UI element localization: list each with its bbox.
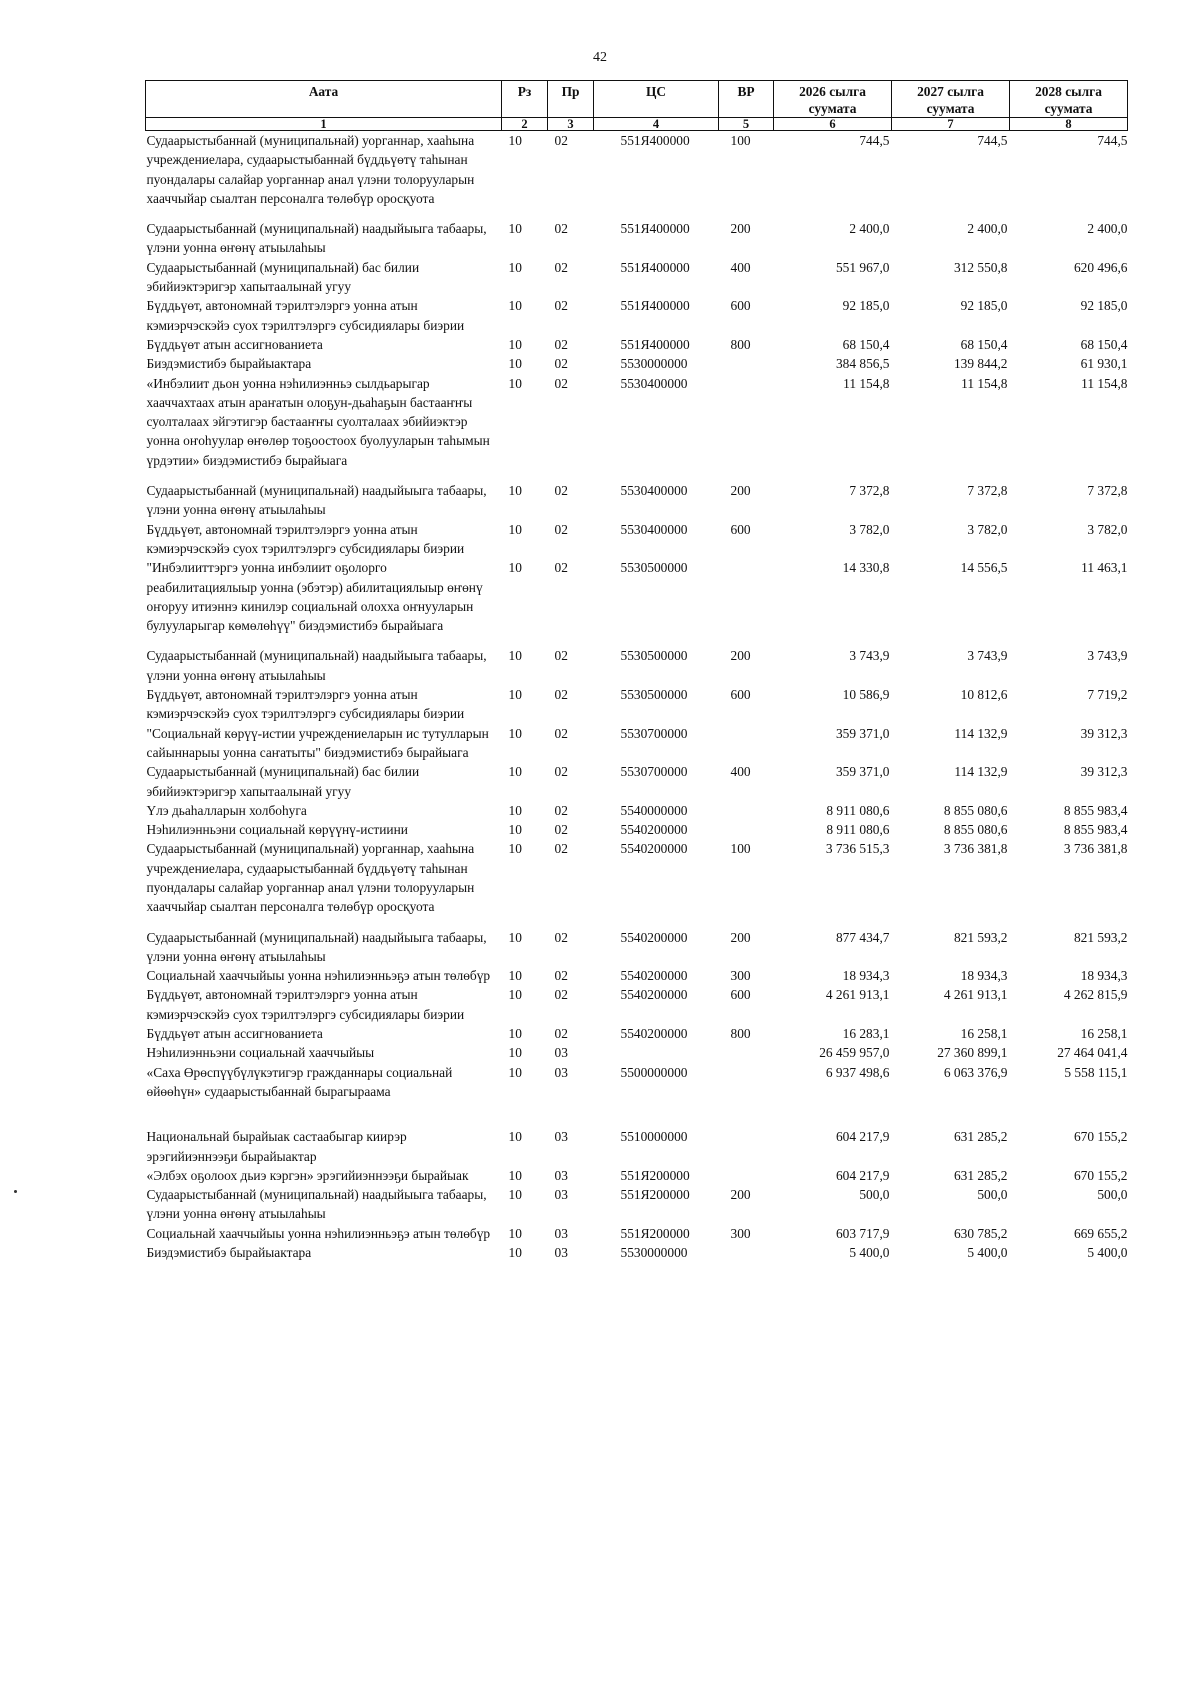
header-row <box>146 81 1128 118</box>
row-2026: 551 967,0 <box>835 259 890 275</box>
row-cs: 551Я400000 <box>620 133 690 148</box>
table-row <box>146 646 1128 685</box>
row-vr: 600 <box>730 987 751 1003</box>
table-row <box>146 928 1128 967</box>
row-2027: 8 855 080,6 <box>943 802 1008 818</box>
row-cs: 5530500000 <box>620 560 688 576</box>
row-2027: 16 258,1 <box>960 1026 1008 1042</box>
row-pr: 02 <box>554 375 568 391</box>
row-cs: 551Я400000 <box>620 221 690 237</box>
row-2028: 4 262 815,9 <box>1063 987 1128 1003</box>
row-2028: 5 400,0 <box>1087 1245 1128 1261</box>
table-row <box>146 219 1128 258</box>
row-2028: 16 258,1 <box>1080 1026 1128 1042</box>
row-2027: 3 736 381,8 <box>943 841 1008 857</box>
row-2026: 359 371,0 <box>835 764 890 780</box>
row-pr: 02 <box>554 802 568 818</box>
row-2028: 670 155,2 <box>1073 1167 1128 1183</box>
row-2028: 500,0 <box>1097 1187 1128 1203</box>
row-2028: 5 558 115,1 <box>1064 1064 1128 1080</box>
row-2027: 7 372,8 <box>967 483 1008 499</box>
row-cs: 5530500000 <box>620 648 688 664</box>
row-vr <box>719 1127 774 1166</box>
row-pr: 02 <box>554 648 568 664</box>
header-cs: ЦС <box>594 81 719 118</box>
row-name: Судаарыстыбаннай (муниципальнай) наадыйыыга табаары, үлэни уонна өҥөнү атыылаһыы <box>146 483 487 518</box>
table-row <box>146 685 1128 724</box>
row-rz: 10 <box>508 483 522 499</box>
row-vr: 400 <box>730 259 751 275</box>
row-name: Нэһилиэнньэни социальнай көрүүнү-истиини <box>146 822 408 838</box>
row-2026: 8 911 080,6 <box>826 802 890 818</box>
row-rz: 10 <box>508 764 522 780</box>
row-rz: 10 <box>508 841 522 857</box>
row-2026: 2 400,0 <box>849 221 890 237</box>
row-2026: 604 217,9 <box>835 1167 890 1183</box>
row-name: Биэдэмистибэ бырайыактара <box>146 356 312 372</box>
row-vr: 600 <box>730 521 751 537</box>
header-name: Аата <box>146 81 502 118</box>
row-vr <box>719 354 774 373</box>
row-name: Бүддьүөт, автономнай тэрилтэлэргэ уонна атын кэмиэрчэскэйэ суох тэрилтэлэргэ субсидиялары биэрии <box>146 687 465 722</box>
row-2026: 10 586,9 <box>842 687 890 703</box>
row-cs: 5530000000 <box>620 356 688 372</box>
table-row <box>146 1063 1128 1128</box>
table-row <box>146 724 1128 763</box>
table-row <box>146 1166 1128 1185</box>
row-2026: 7 372,8 <box>849 483 890 499</box>
row-2026: 359 371,0 <box>835 725 890 741</box>
row-name: Бүддьүөт атын ассигнованиета <box>146 336 323 352</box>
row-2026: 3 736 515,3 <box>825 841 890 857</box>
row-pr: 02 <box>554 841 568 857</box>
row-2027: 2 400,0 <box>967 221 1008 237</box>
row-pr: 02 <box>554 356 568 372</box>
row-2026: 5 400,0 <box>849 1245 890 1261</box>
table-row <box>146 966 1128 985</box>
table-row <box>146 1243 1128 1262</box>
row-pr: 03 <box>554 1045 568 1061</box>
table-row <box>146 1185 1128 1224</box>
row-rz: 10 <box>508 1064 522 1080</box>
table-row <box>146 520 1128 559</box>
row-rz: 10 <box>508 521 522 537</box>
row-vr: 600 <box>730 687 751 703</box>
table-row <box>146 1043 1128 1062</box>
header-number: 1 <box>146 118 502 131</box>
row-vr: 200 <box>730 483 751 499</box>
row-rz: 10 <box>508 133 522 148</box>
row-2028: 7 719,2 <box>1087 687 1128 703</box>
row-name: Биэдэмистибэ бырайыактара <box>146 1245 312 1261</box>
row-vr: 100 <box>730 841 751 857</box>
row-pr: 03 <box>554 1064 568 1080</box>
row-cs: 551Я400000 <box>620 336 690 352</box>
table-row <box>146 258 1128 297</box>
row-2028: 27 464 041,4 <box>1057 1045 1128 1061</box>
row-rz: 10 <box>508 375 522 391</box>
row-vr <box>719 1063 774 1128</box>
row-cs: 5500000000 <box>620 1064 688 1080</box>
row-2026: 3 782,0 <box>849 521 890 537</box>
row-2027: 92 185,0 <box>960 298 1008 314</box>
header-rz: Рз <box>502 81 548 118</box>
header-2027: 2027 сылга суумата <box>892 81 1010 118</box>
row-vr <box>719 558 774 646</box>
row-rz: 10 <box>508 259 522 275</box>
row-pr: 03 <box>554 1245 568 1261</box>
row-2026: 18 934,3 <box>842 968 890 984</box>
row-rz: 10 <box>508 725 522 741</box>
row-2027: 744,5 <box>977 133 1008 148</box>
row-2028: 11 154,8 <box>1081 375 1128 391</box>
row-cs: 5510000000 <box>620 1129 688 1145</box>
row-cs: 551Я200000 <box>620 1167 690 1183</box>
row-rz: 10 <box>508 560 522 576</box>
row-cs: 5530000000 <box>620 1245 688 1261</box>
row-vr <box>719 820 774 839</box>
row-2026: 11 154,8 <box>843 375 890 391</box>
row-2027: 6 063 376,9 <box>943 1064 1008 1080</box>
table-row <box>146 354 1128 373</box>
row-2026: 3 743,9 <box>849 648 890 664</box>
row-cs: 551Я200000 <box>620 1225 690 1241</box>
row-name: Судаарыстыбаннай (муниципальнай) наадыйыыга табаары, үлэни уонна өҥөнү атыылаһыы <box>146 929 487 964</box>
row-name: Социальнай хааччыйыы уонна нэһилиэнньэҕэ атын төлөбүр <box>146 1225 491 1241</box>
row-2026: 14 330,8 <box>842 560 890 576</box>
row-2026: 26 459 957,0 <box>819 1045 890 1061</box>
table-row <box>146 820 1128 839</box>
row-cs: 5540200000 <box>620 1026 688 1042</box>
table-row <box>146 481 1128 520</box>
row-name: "Инбэлииттэргэ уонна инбэлиит оҕолорго реабилитациялыыр уонна (эбэтэр) абилитациялыыр өҥөнү оҥоруу итиэннэ кинилэр социальнай олохха оҥнууларын булууларыгар көмөлөһүү" биэдэмистибэ бырайыага <box>146 560 483 634</box>
row-2028: 92 185,0 <box>1080 298 1128 314</box>
row-vr <box>719 801 774 820</box>
row-cs: 551Я200000 <box>620 1187 690 1203</box>
row-pr: 02 <box>554 483 568 499</box>
row-name: Судаарыстыбаннай (муниципальнай) бас билии эбийиэктэригэр хапытаалынай угуу <box>146 259 420 295</box>
row-2026: 384 856,5 <box>835 356 890 372</box>
row-name: Судаарыстыбаннай (муниципальнай) уорганнар, хааһына учреждениелара, судаарыстыбаннай бүддьүөтү таһынан пуондалары салайар уорганнар анал үлэни толорууларын хааччыйар сыалтан персоналга төлөбүр оросқуота <box>146 841 475 915</box>
row-2028: 8 855 983,4 <box>1063 822 1128 838</box>
row-2028: 61 930,1 <box>1080 356 1128 372</box>
row-name: Үлэ дьаһалларын холбоһуга <box>146 802 307 818</box>
row-pr: 02 <box>554 725 568 741</box>
row-pr: 02 <box>554 221 568 237</box>
row-pr: 02 <box>554 968 568 984</box>
row-pr: 02 <box>554 822 568 838</box>
row-pr: 02 <box>554 987 568 1003</box>
row-rz: 10 <box>508 336 522 352</box>
table-row <box>146 762 1128 801</box>
row-2028: 39 312,3 <box>1080 725 1128 741</box>
row-name: Судаарыстыбаннай (муниципальнай) наадыйыыга табаары, үлэни уонна өҥөнү атыылаһыы <box>146 648 487 683</box>
row-2028: 3 736 381,8 <box>1063 841 1128 857</box>
row-pr: 02 <box>554 133 568 148</box>
header-2026: 2026 сылга суумата <box>774 81 892 118</box>
row-cs: 5530700000 <box>620 764 688 780</box>
row-rz: 10 <box>508 356 522 372</box>
row-vr: 600 <box>730 298 751 314</box>
table-row <box>146 1024 1128 1043</box>
row-2028: 3 782,0 <box>1087 521 1128 537</box>
row-2026: 500,0 <box>859 1187 890 1203</box>
row-vr <box>719 724 774 763</box>
table-row <box>146 801 1128 820</box>
row-name: «Саха Өрөспүүбүлүкэтигэр гражданнары социальнай өйөөһүн» судаарыстыбаннай бырагыраама <box>146 1064 453 1099</box>
row-2027: 3 743,9 <box>967 648 1008 664</box>
row-pr: 03 <box>554 1225 568 1241</box>
row-2027: 312 550,8 <box>953 259 1008 275</box>
row-rz: 10 <box>508 1187 522 1203</box>
row-2027: 10 812,6 <box>960 687 1008 703</box>
row-2027: 114 132,9 <box>954 725 1008 741</box>
row-2026: 877 434,7 <box>835 929 890 945</box>
row-vr <box>719 1243 774 1262</box>
table-row <box>146 335 1128 354</box>
row-pr: 02 <box>554 298 568 314</box>
row-2027: 3 782,0 <box>967 521 1008 537</box>
row-pr: 02 <box>554 1026 568 1042</box>
row-cs: 5540200000 <box>620 968 688 984</box>
row-rz: 10 <box>508 968 522 984</box>
row-vr: 300 <box>730 968 751 984</box>
header-number: 3 <box>548 118 594 131</box>
row-pr: 03 <box>554 1167 568 1183</box>
row-2026: 92 185,0 <box>842 298 890 314</box>
row-pr: 02 <box>554 687 568 703</box>
row-pr: 02 <box>554 521 568 537</box>
row-name: Судаарыстыбаннай (муниципальнай) наадыйыыга табаары, үлэни уонна өҥөнү атыылаһыы <box>146 1187 487 1222</box>
row-vr: 400 <box>730 764 751 780</box>
row-vr <box>719 1166 774 1185</box>
row-2028: 7 372,8 <box>1087 483 1128 499</box>
row-2028: 620 496,6 <box>1073 259 1128 275</box>
row-vr: 200 <box>730 929 751 945</box>
row-pr: 02 <box>554 259 568 275</box>
table-row <box>146 985 1128 1024</box>
row-2027: 139 844,2 <box>953 356 1008 372</box>
table-row <box>146 839 1128 927</box>
header-number: 7 <box>892 118 1010 131</box>
row-2027: 5 400,0 <box>967 1245 1008 1261</box>
row-name: Бүддьүөт, автономнай тэрилтэлэргэ уонна атын кэмиэрчэскэйэ суох тэрилтэлэргэ субсидиялары биэрии <box>146 298 465 333</box>
row-rz: 10 <box>508 687 522 703</box>
row-2026: 8 911 080,6 <box>826 822 890 838</box>
row-2028: 821 593,2 <box>1073 929 1128 945</box>
header-number: 6 <box>774 118 892 131</box>
row-2026: 16 283,1 <box>842 1026 890 1042</box>
table-row <box>146 558 1128 646</box>
row-2027: 4 261 913,1 <box>943 987 1008 1003</box>
row-vr: 200 <box>730 221 751 237</box>
row-rz: 10 <box>508 802 522 818</box>
row-vr: 200 <box>730 648 751 664</box>
row-pr: 03 <box>554 1187 568 1203</box>
page-number: 42 <box>593 50 607 65</box>
row-name: Судаарыстыбаннай (муниципальнай) бас билии эбийиэктэригэр хапытаалынай угуу <box>146 764 420 799</box>
row-pr: 02 <box>554 560 568 576</box>
row-vr: 100 <box>730 133 751 148</box>
row-name: Нэһилиэнньэни социальнай хааччыйыы <box>146 1045 375 1061</box>
row-cs: 5530700000 <box>620 725 688 741</box>
table-row <box>146 1127 1128 1166</box>
row-2027: 27 360 899,1 <box>937 1045 1008 1061</box>
row-cs: 5540200000 <box>620 987 688 1003</box>
row-rz: 10 <box>508 221 522 237</box>
row-vr: 200 <box>730 1187 751 1203</box>
row-vr: 300 <box>730 1225 751 1241</box>
table-row <box>146 1224 1128 1243</box>
row-cs: 551Я400000 <box>620 259 690 275</box>
row-cs: 5540000000 <box>620 802 688 818</box>
row-name: "Социальнай көрүү-истии учреждениеларын ис тутулларын сайыннарыы уонна саҥатыты" биэдэмистибэ бырайыага <box>146 725 489 760</box>
row-2027: 631 285,2 <box>953 1167 1008 1183</box>
row-vr: 800 <box>730 336 751 352</box>
row-cs: 5530400000 <box>620 375 688 391</box>
row-cs: 5540200000 <box>620 822 688 838</box>
row-name: Судаарыстыбаннай (муниципальнай) наадыйыыга табаары, үлэни уонна өҥөнү атыылаһыы <box>146 221 487 256</box>
row-rz: 10 <box>508 648 522 664</box>
row-2028: 8 855 983,4 <box>1063 802 1128 818</box>
row-rz: 10 <box>508 1026 522 1042</box>
row-vr <box>719 1043 774 1062</box>
row-2028: 18 934,3 <box>1080 968 1128 984</box>
row-2027: 14 556,5 <box>960 560 1008 576</box>
scan-dot <box>14 1190 17 1193</box>
table-row <box>146 131 1128 220</box>
row-2027: 500,0 <box>977 1187 1008 1203</box>
row-cs: 551Я400000 <box>620 298 690 314</box>
row-2027: 114 132,9 <box>954 764 1008 780</box>
row-name: «Элбэх оҕолоох дьиэ кэргэн» эрэгийиэннээҕи бырайыак <box>146 1167 469 1183</box>
row-2027: 630 785,2 <box>953 1225 1008 1241</box>
header-number-row <box>146 118 1128 131</box>
table-row <box>146 374 1128 481</box>
row-name: Социальнай хааччыйыы уонна нэһилиэнньэҕэ атын төлөбүр <box>146 968 491 984</box>
row-2028: 670 155,2 <box>1073 1129 1128 1145</box>
row-2027: 18 934,3 <box>960 968 1008 984</box>
header-pr: Пр <box>548 81 594 118</box>
header-number: 4 <box>594 118 719 131</box>
row-2026: 744,5 <box>859 133 890 148</box>
row-2028: 3 743,9 <box>1087 648 1128 664</box>
row-cs: 5540200000 <box>620 841 688 857</box>
row-2027: 11 154,8 <box>961 375 1008 391</box>
row-name: Судаарыстыбаннай (муниципальнай) уорганнар, хааһына учреждениелара, судаарыстыбаннай бүддьүөтү таһынан пуондалары салайар уорганнар анал үлэни толорууларын хааччыйар сыалтан персоналга төлөбүр оросқуота <box>146 133 475 206</box>
row-2027: 68 150,4 <box>960 336 1008 352</box>
row-vr: 800 <box>730 1026 751 1042</box>
row-2028: 744,5 <box>1097 133 1128 148</box>
header-vr: ВР <box>719 81 774 118</box>
header-number: 2 <box>502 118 548 131</box>
row-2028: 2 400,0 <box>1087 221 1128 237</box>
table-body <box>146 131 1128 1263</box>
row-vr <box>719 374 774 481</box>
row-2028: 68 150,4 <box>1080 336 1128 352</box>
row-rz: 10 <box>508 929 522 945</box>
row-pr: 02 <box>554 336 568 352</box>
row-rz: 10 <box>508 1167 522 1183</box>
row-2027: 631 285,2 <box>953 1129 1008 1145</box>
row-name: Национальнай бырайыак састаабыгар киирэр эрэгийиэннээҕи бырайыактар <box>146 1129 407 1164</box>
row-cs: 5530400000 <box>620 483 688 499</box>
row-rz: 10 <box>508 298 522 314</box>
row-rz: 10 <box>508 1045 522 1061</box>
row-name: Бүддьүөт, автономнай тэрилтэлэргэ уонна атын кэмиэрчэскэйэ суох тэрилтэлэргэ субсидиялары биэрии <box>146 521 465 556</box>
row-pr: 03 <box>554 1129 568 1145</box>
row-name: Бүддьүөт атын ассигнованиета <box>146 1026 323 1042</box>
row-cs: 5530400000 <box>620 521 688 537</box>
row-name: Бүддьүөт, автономнай тэрилтэлэргэ уонна атын кэмиэрчэскэйэ суох тэрилтэлэргэ субсидиялары биэрии <box>146 987 465 1022</box>
header-number: 5 <box>719 118 774 131</box>
row-2026: 4 261 913,1 <box>825 987 890 1003</box>
row-pr: 02 <box>554 764 568 780</box>
row-2026: 603 717,9 <box>835 1225 890 1241</box>
table-row <box>146 296 1128 335</box>
row-rz: 10 <box>508 1129 522 1145</box>
row-2026: 6 937 498,6 <box>825 1064 890 1080</box>
row-cs <box>594 1043 719 1062</box>
row-2027: 821 593,2 <box>953 929 1008 945</box>
row-rz: 10 <box>508 1245 522 1261</box>
row-rz: 10 <box>508 822 522 838</box>
row-rz: 10 <box>508 987 522 1003</box>
row-name: «Инбэлиит дьон уонна нэһилиэнньэ сылдьарыгар хааччахтаах атын араҥатын олоҕун-дьаһаҕын бастааҥҥы суолталаах эйгэтигэр бастааҥҥы суолталаах эбийиэктэр уонна оҥоһуулар өҥөлөр тоҕоостоох буолууларын таһымын үрдэтии» биэдэмистибэ бырайыага <box>146 375 490 468</box>
row-cs: 5530500000 <box>620 687 688 703</box>
row-2028: 39 312,3 <box>1080 764 1128 780</box>
row-rz: 10 <box>508 1225 522 1241</box>
budget-table <box>145 80 1128 1262</box>
header-2028: 2028 сылга суумата <box>1010 81 1128 118</box>
row-2026: 604 217,9 <box>835 1129 890 1145</box>
row-2026: 68 150,4 <box>842 336 890 352</box>
row-2028: 669 655,2 <box>1073 1225 1128 1241</box>
row-2028: 11 463,1 <box>1081 560 1128 576</box>
row-2027: 8 855 080,6 <box>943 822 1008 838</box>
row-cs: 5540200000 <box>620 929 688 945</box>
header-number: 8 <box>1010 118 1128 131</box>
row-pr: 02 <box>554 929 568 945</box>
